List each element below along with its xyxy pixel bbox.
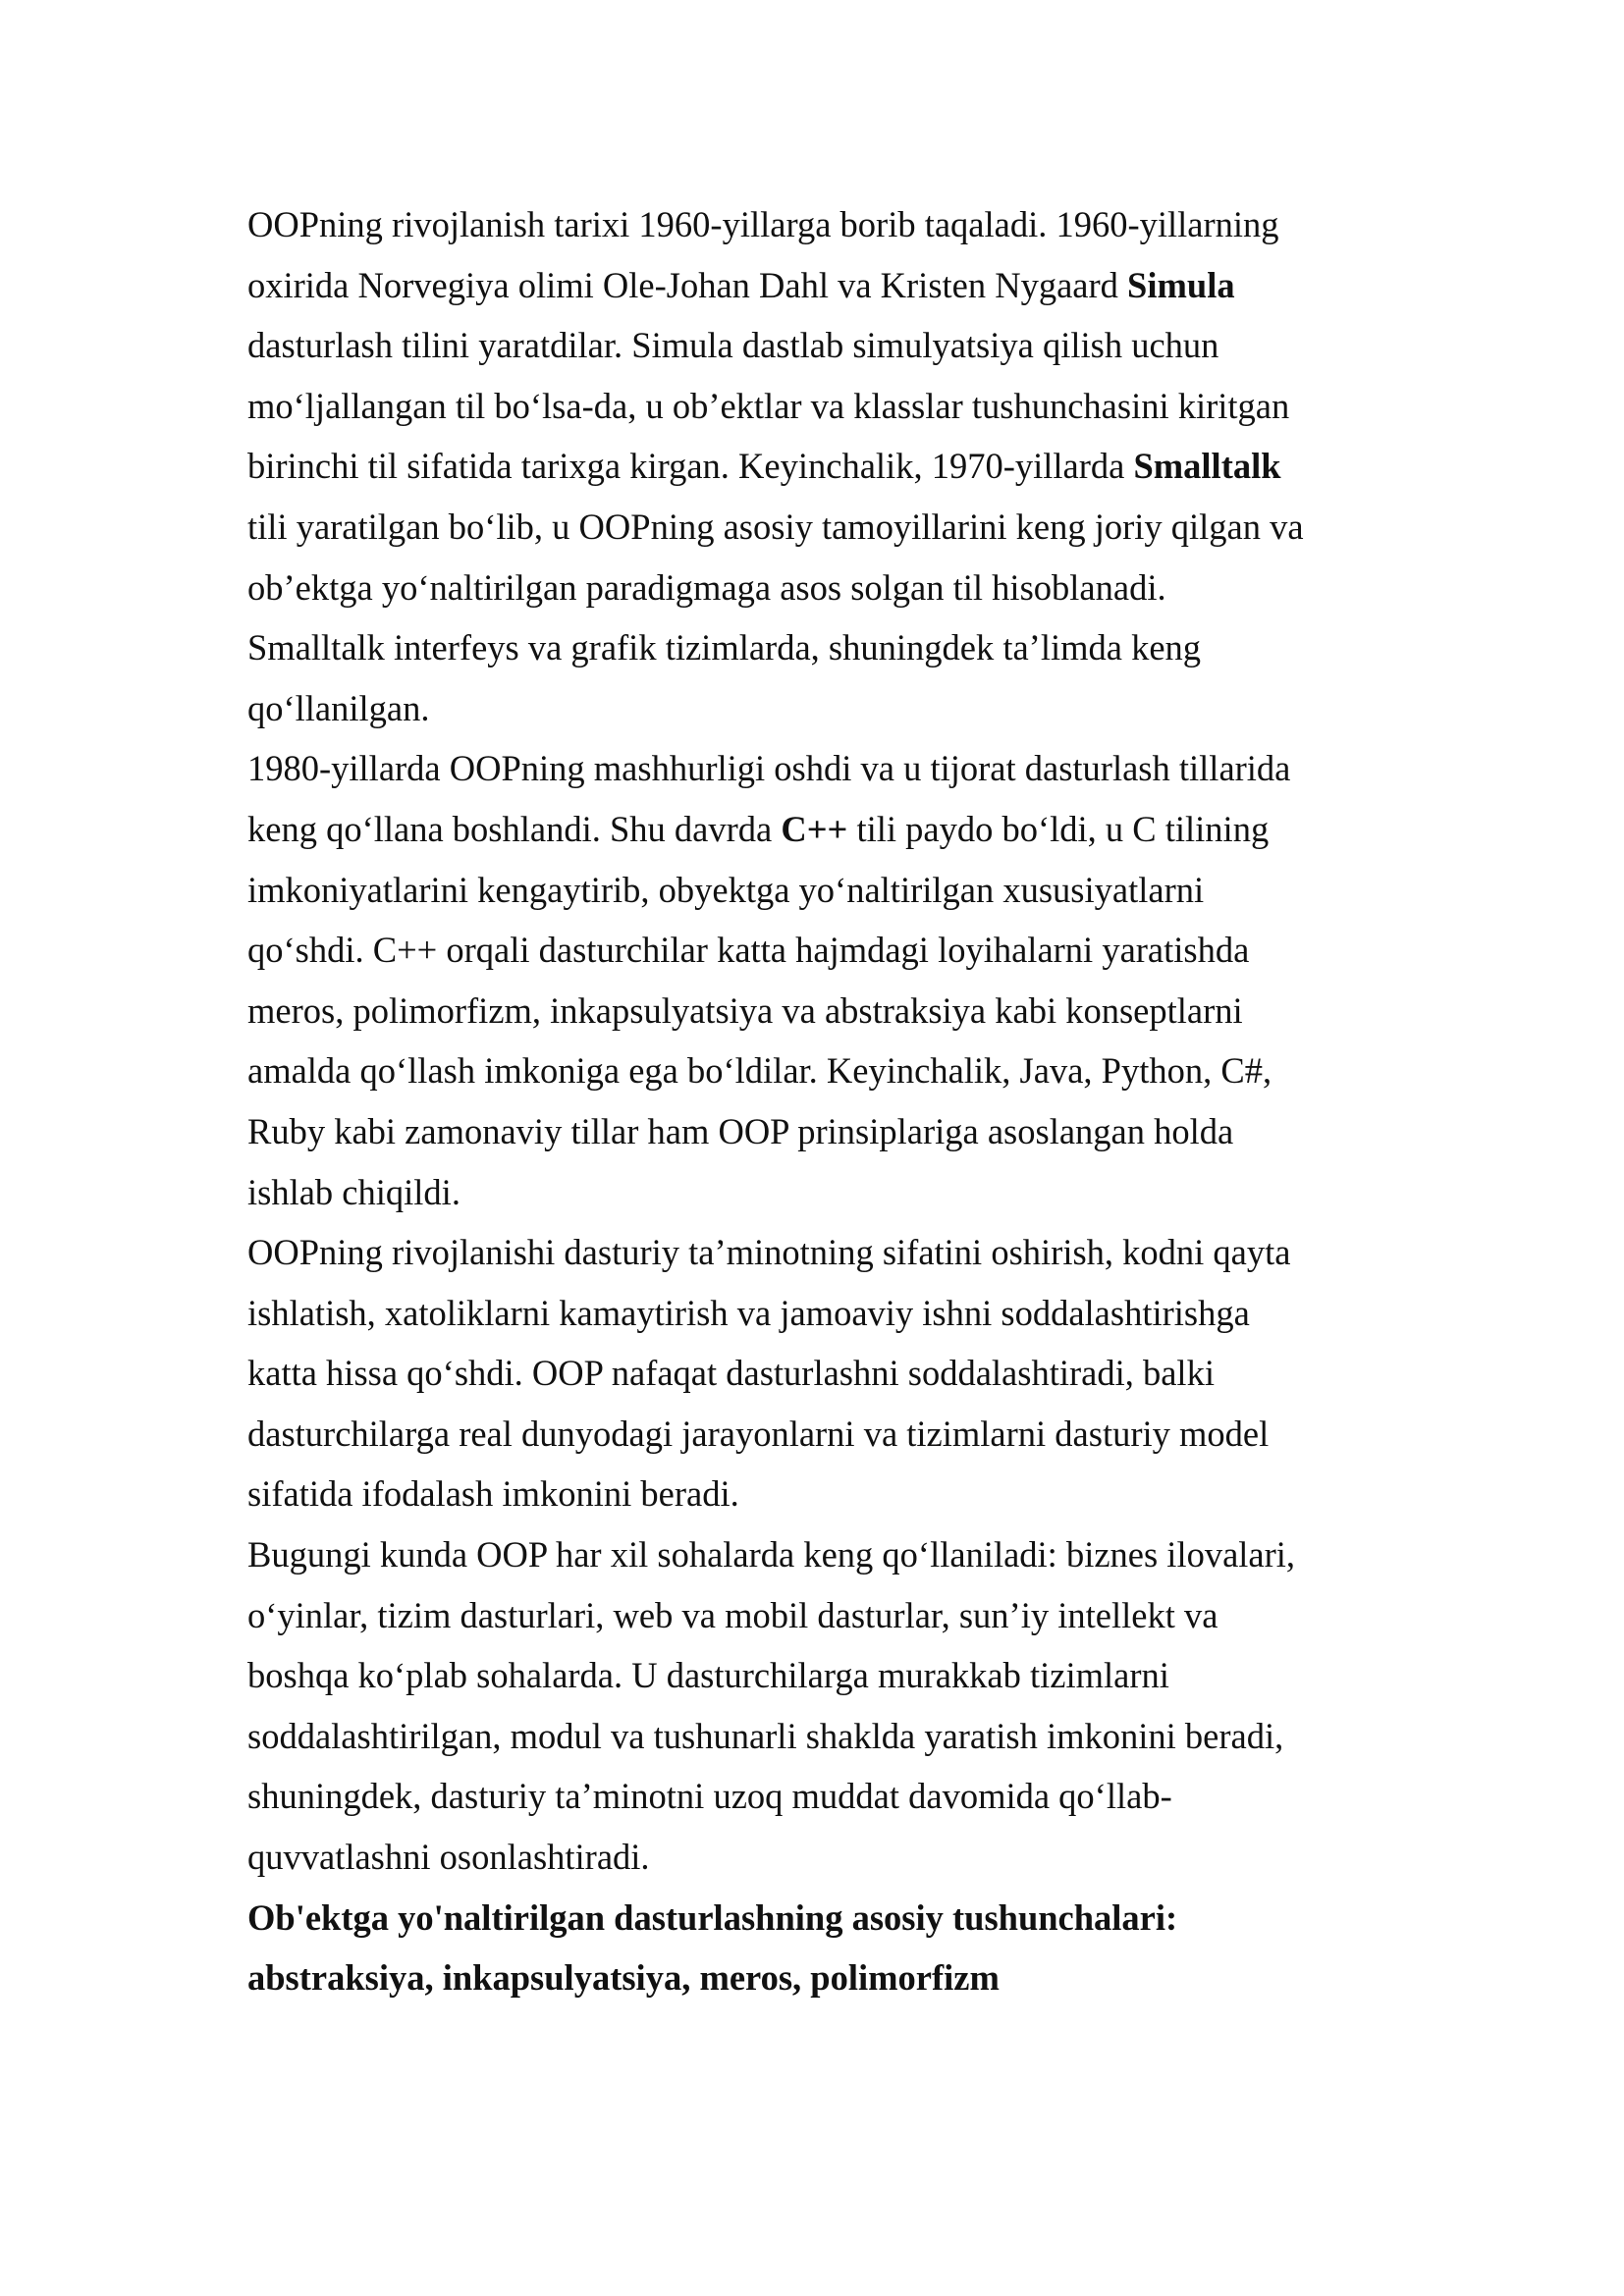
text-segment: mo‘ljallangan til bo‘lsa-da, u ob’ektlar va klasslar tushunchasini kiritgan [247,385,1290,426]
text-line [247,1585,1396,1646]
text-segment: soddalashtirilgan, modul va tushunarli shaklda yaratish imkonini beradi, [247,1715,1284,1756]
bold-text-segment: Simula [1127,264,1235,305]
text-line [247,558,1396,618]
bold-text-segment: Ob'ektga yo'naltirilgan dasturlashning asosiy tushunchalari: [247,1896,1178,1938]
text-line [247,1222,1396,1283]
text-segment: katta hissa qo‘shdi. OOP nafaqat dasturlashni soddalashtiradi, balki [247,1353,1215,1394]
text-line [247,1101,1396,1162]
text-line [247,376,1396,437]
text-segment: qo‘llanilgan. [247,687,430,728]
text-line [247,860,1396,921]
text-segment: ishlab chiqildi. [247,1171,460,1212]
text-line [247,1888,1396,1949]
document-body [247,194,1396,2008]
text-segment: dasturchilarga real dunyodagi jarayonlarni va tizimlarni dasturiy model [247,1413,1270,1454]
text-line [247,1343,1396,1404]
text-line [247,678,1396,739]
text-segment: oxirida Norvegiya olimi Ole-Johan Dahl va Kristen Nygaard [247,264,1128,305]
text-segment: imkoniyatlarini kengaytirib, obyektga yo‘naltirilgan xususiyatlarni [247,869,1205,910]
text-segment: tili paydo bo‘ldi, u C tilining [847,808,1270,849]
text-segment: ishlatish, xatoliklarni kamaytirish va jamoaviy ishni soddalashtirishga [247,1292,1250,1333]
text-segment: o‘yinlar, tizim dasturlari, web va mobil dasturlar, sun’iy intellekt va [247,1594,1218,1635]
text-segment: Bugungi kunda OOP har xil sohalarda keng qo‘llaniladi: biznes ilovalari, [247,1534,1296,1575]
text-segment: meros, polimorfizm, inkapsulyatsiya va abstraksiya kabi konseptlarni [247,989,1243,1031]
bold-text-segment: C++ [781,808,848,849]
text-line [247,1283,1396,1344]
text-line [247,315,1396,376]
text-segment: 1980-yillarda OOPning mashhurligi oshdi va u tijorat dasturlash tillarida [247,748,1291,789]
text-line [247,1524,1396,1585]
text-line [247,981,1396,1041]
text-line [247,497,1396,558]
text-segment: OOPning rivojlanish tarixi 1960-yillarga borib taqaladi. 1960-yillarning [247,204,1279,244]
text-segment: Ruby kabi zamonaviy tillar ham OOP prinsiplariga asoslangan holda [247,1110,1234,1151]
text-line [247,1162,1396,1223]
text-line [247,436,1396,497]
text-line [247,920,1396,981]
text-line [247,1041,1396,1101]
text-segment: Smalltalk interfeys va grafik tizimlarda, shuningdek ta’limda keng [247,627,1202,668]
text-line [247,738,1396,799]
text-segment: quvvatlashni osonlashtiradi. [247,1837,650,1878]
text-segment: OOPning rivojlanishi dasturiy ta’minotning sifatini oshirish, kodni qayta [247,1232,1291,1273]
text-line [247,1645,1396,1706]
bold-text-segment: Smalltalk [1133,446,1281,487]
text-line [247,799,1396,860]
text-line [247,194,1396,255]
text-line [247,255,1396,316]
text-segment: sifatida ifodalash imkonini beradi. [247,1473,739,1515]
text-line [247,1766,1396,1827]
text-line [247,1706,1396,1767]
text-segment: boshqa ko‘plab sohalarda. U dasturchilarga murakkab tizimlarni [247,1655,1169,1696]
text-line [247,617,1396,678]
text-line [247,1827,1396,1888]
text-segment: qo‘shdi. C++ orqali dasturchilar katta hajmdagi loyihalarni yaratishda [247,930,1250,971]
text-segment: amalda qo‘llash imkoniga ega bo‘ldilar. Keyinchalik, Java, Python, C#, [247,1050,1272,1092]
text-segment: ob’ektga yo‘naltirilgan paradigmaga asos solgan til hisoblanadi. [247,566,1166,608]
bold-text-segment: abstraksiya, inkapsulyatsiya, meros, polimorfizm [247,1957,1000,1999]
text-segment: shuningdek, dasturiy ta’minotni uzoq muddat davomida qo‘llab- [247,1776,1172,1817]
text-segment: birinchi til sifatida tarixga kirgan. Keyinchalik, 1970-yillarda [247,446,1134,487]
text-segment: dasturlash tilini yaratdilar. Simula dastlab simulyatsiya qilish uchun [247,325,1219,366]
text-line [247,1464,1396,1524]
text-line [247,1404,1396,1465]
text-segment: keng qo‘llana boshlandi. Shu davrda [247,808,782,849]
text-line [247,1948,1396,2008]
text-segment: tili yaratilgan bo‘lib, u OOPning asosiy tamoyillarini keng joriy qilgan va [247,506,1304,547]
